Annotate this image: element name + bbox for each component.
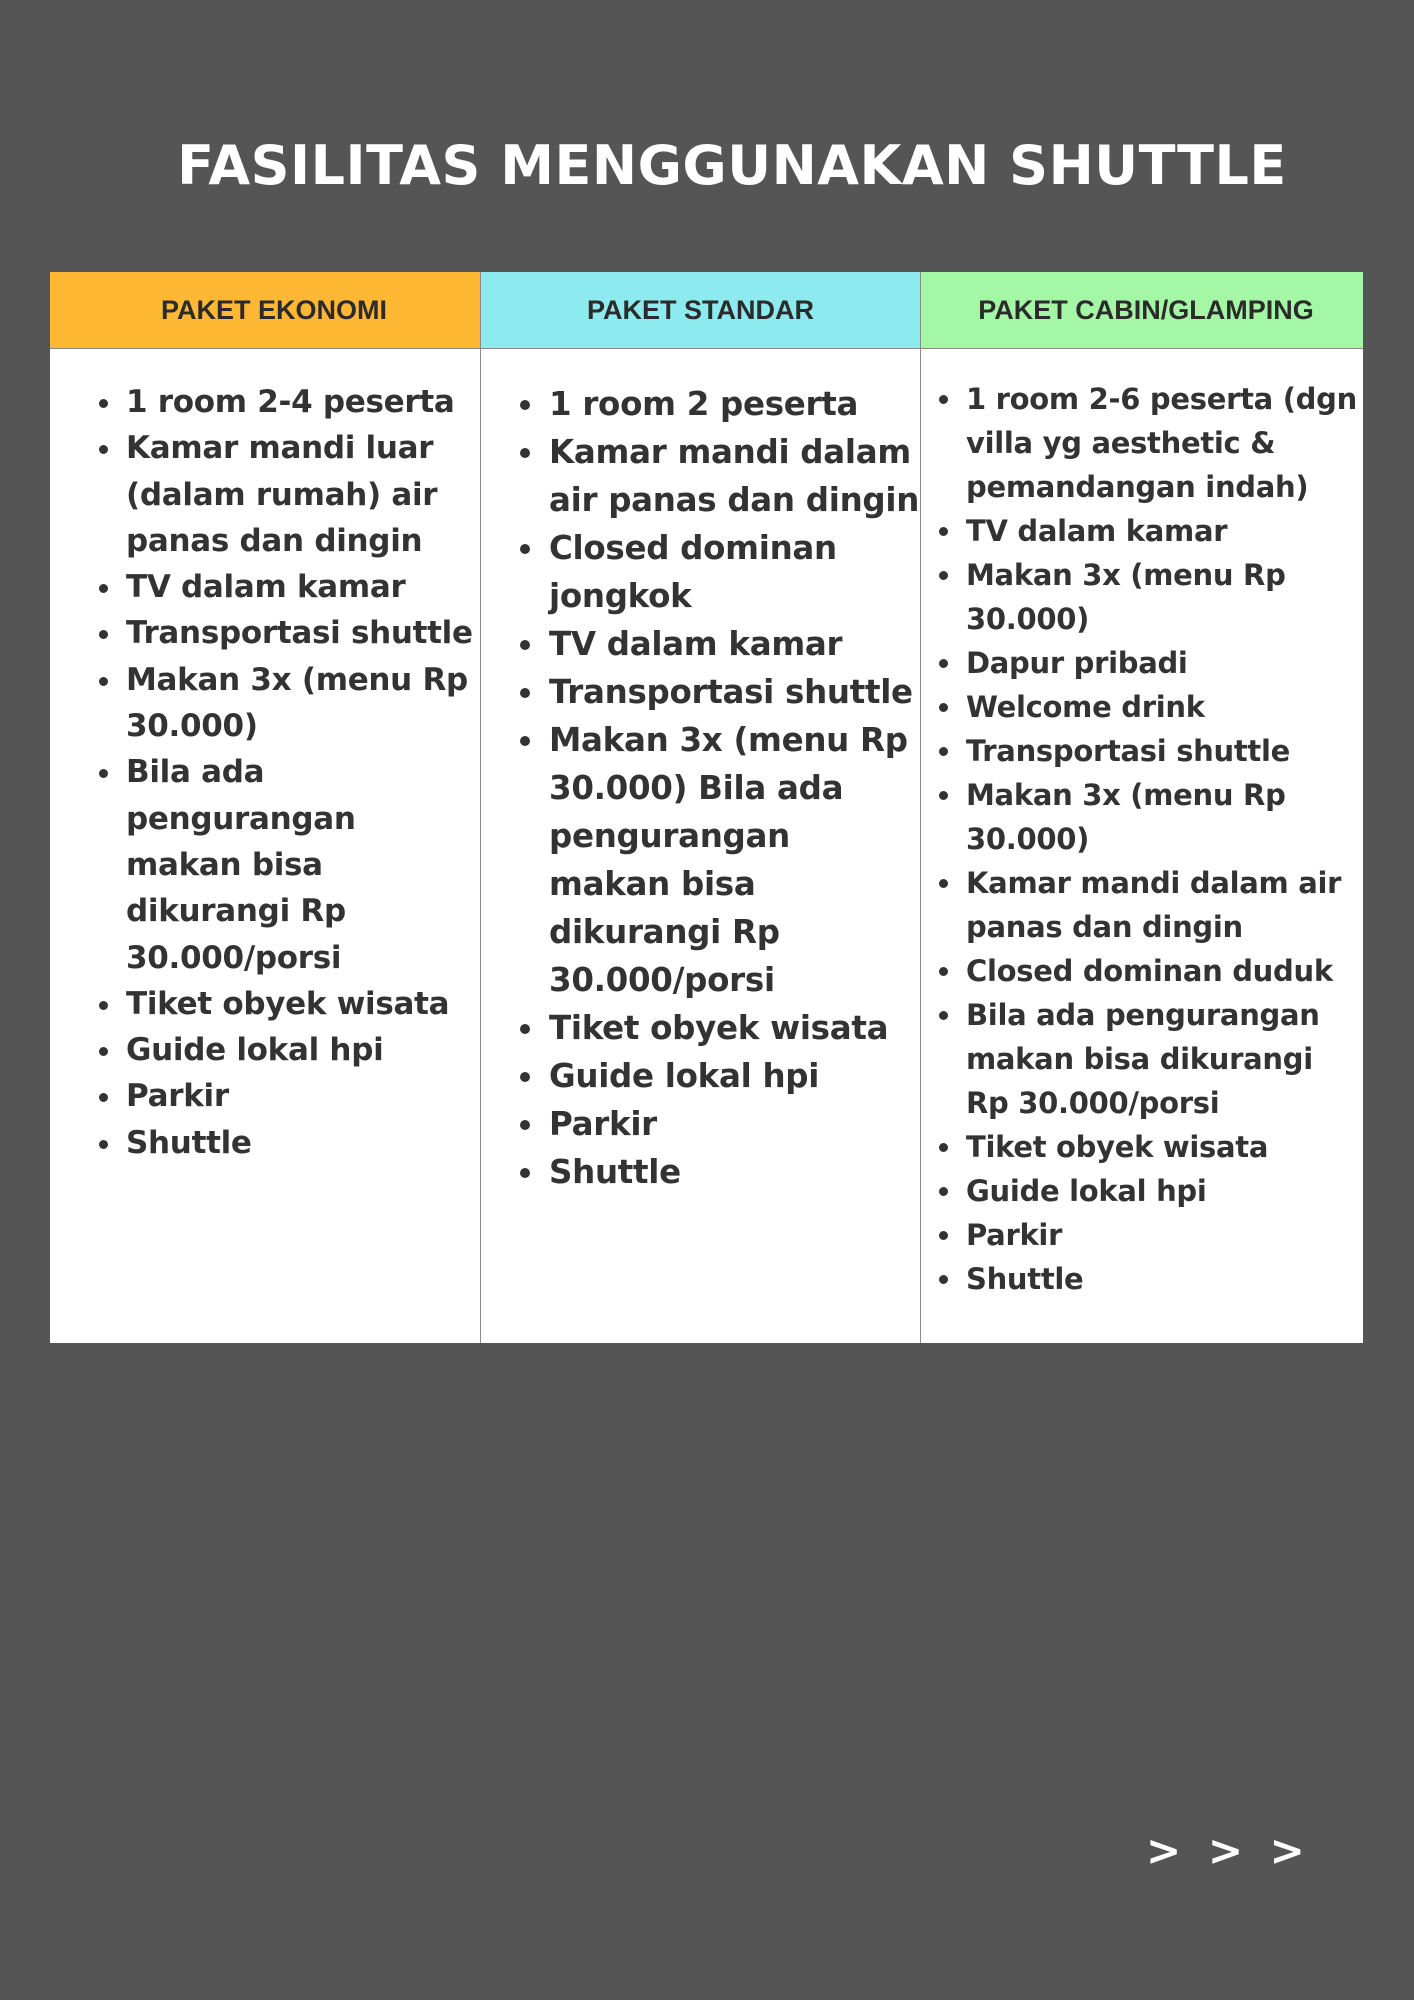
package-header-cabin-glamping: PAKET CABIN/GLAMPING xyxy=(921,272,1363,349)
package-column-cabin-glamping xyxy=(920,272,1363,1343)
list-item: • Kamar mandi dalam air panas dan dingin xyxy=(964,861,1363,949)
list-item: • Makan 3x (menu Rp 30.000) xyxy=(964,773,1363,861)
list-item: • Shuttle xyxy=(124,1120,480,1166)
list-item: • Makan 3x (menu Rp 30.000) Bila ada pengurangan makan bisa dikurangi Rp 30.000/porsi xyxy=(547,716,920,1004)
list-item: • Tiket obyek wisata xyxy=(547,1004,920,1052)
list-item: • 1 room 2 peserta xyxy=(547,380,920,428)
list-item: • Welcome drink xyxy=(964,685,1363,729)
next-page-arrows[interactable]: > > > xyxy=(1146,1826,1311,1875)
list-item: • Guide lokal hpi xyxy=(547,1052,920,1100)
list-item: • Transportasi shuttle xyxy=(124,610,480,656)
list-item: • Parkir xyxy=(124,1073,480,1119)
page-title: FASILITAS MENGGUNAKAN SHUTTLE xyxy=(177,134,1287,197)
list-item: • Makan 3x (menu Rp 30.000) xyxy=(964,553,1363,641)
list-item: • Bila ada pengurangan makan bisa dikurangi Rp 30.000/porsi xyxy=(964,993,1363,1125)
list-item: • Shuttle xyxy=(547,1148,920,1196)
list-item: • 1 room 2-6 peserta (dgn villa yg aesthetic & pemandangan indah) xyxy=(964,377,1363,509)
list-item: • Dapur pribadi xyxy=(964,641,1363,685)
list-item: • Tiket obyek wisata xyxy=(964,1125,1363,1169)
list-item: • Bila ada pengurangan makan bisa dikurangi Rp 30.000/porsi xyxy=(124,749,480,980)
list-item: • Parkir xyxy=(964,1213,1363,1257)
list-item: • Closed dominan jongkok xyxy=(547,524,920,620)
list-item: • Kamar mandi luar (dalam rumah) air panas dan dingin xyxy=(124,425,480,564)
list-item: • Makan 3x (menu Rp 30.000) xyxy=(124,657,480,750)
list-item: • Shuttle xyxy=(964,1257,1363,1301)
list-item: • Kamar mandi dalam air panas dan dingin xyxy=(547,428,920,524)
list-item: • Transportasi shuttle xyxy=(547,668,920,716)
package-list-ekonomi xyxy=(50,349,480,1166)
list-item: • Transportasi shuttle xyxy=(964,729,1363,773)
list-item: • 1 room 2-4 peserta xyxy=(124,379,480,425)
list-item: • TV dalam kamar xyxy=(964,509,1363,553)
list-item: • Parkir xyxy=(547,1100,920,1148)
list-item: • Closed dominan duduk xyxy=(964,949,1363,993)
list-item: • TV dalam kamar xyxy=(547,620,920,668)
list-item: • Guide lokal hpi xyxy=(964,1169,1363,1213)
package-list-cabin-glamping xyxy=(921,349,1363,1301)
package-column-standar xyxy=(480,272,920,1343)
list-item: • TV dalam kamar xyxy=(124,564,480,610)
package-header-ekonomi: PAKET EKONOMI xyxy=(50,272,480,349)
list-item: • Guide lokal hpi xyxy=(124,1027,480,1073)
package-table xyxy=(50,272,1363,1343)
package-column-ekonomi xyxy=(50,272,480,1343)
list-item: • Tiket obyek wisata xyxy=(124,981,480,1027)
package-list-standar xyxy=(481,349,920,1196)
package-header-standar: PAKET STANDAR xyxy=(481,272,920,349)
